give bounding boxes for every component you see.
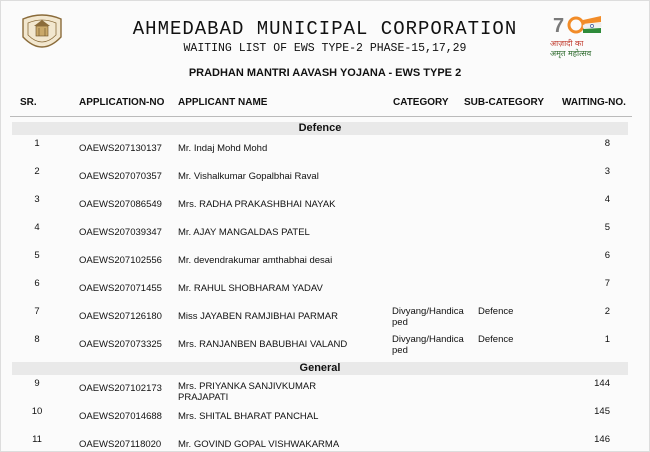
row-waiting-no: 1 (604, 334, 610, 345)
row-waiting-no: 2 (604, 306, 610, 317)
row-sr: 6 (34, 278, 40, 289)
row-sr: 3 (34, 194, 40, 205)
row-sr: 11 (32, 434, 42, 445)
row-sr: 4 (34, 222, 40, 233)
row-applicant-name: Mr. AJAY MANGALDAS PATEL (178, 227, 310, 238)
svg-text:7: 7 (553, 15, 565, 37)
row-sr: 1 (34, 138, 40, 149)
row-waiting-no: 4 (604, 194, 610, 205)
row-applicant-name: Mrs. SHITAL BHARAT PANCHAL (178, 411, 319, 422)
row-sr: 10 (31, 406, 43, 417)
row-sub-category: Defence (478, 306, 514, 317)
row-applicant-name: Mrs. RANJANBEN BABUBHAI VALAND (178, 339, 348, 350)
row-waiting-no: 5 (604, 222, 610, 233)
row-application-no: OAEWS207118020 (79, 439, 162, 450)
list-title: WAITING LIST OF EWS TYPE-2 PHASE-15,17,29 (183, 42, 467, 55)
column-header-sr: SR. (20, 97, 37, 108)
row-applicant-name: Mr. Vishalkumar Gopalbhai Raval (178, 171, 319, 182)
scheme-title: PRADHAN MANTRI AAVASH YOJANA - EWS TYPE 2 (188, 67, 462, 79)
row-waiting-no: 8 (604, 138, 610, 149)
row-application-no: OAEWS207014688 (79, 411, 162, 422)
row-sr: 8 (34, 334, 40, 345)
column-header-sub-category: SUB-CATEGORY (464, 97, 544, 108)
row-application-no: OAEWS207039347 (79, 227, 162, 238)
row-application-no: OAEWS207070357 (79, 171, 162, 182)
row-waiting-no: 146 (594, 434, 610, 445)
row-waiting-no: 3 (604, 166, 610, 177)
svg-text:अमृत महोत्सव: अमृत महोत्सव (550, 49, 592, 58)
row-application-no: OAEWS207102556 (79, 255, 162, 266)
row-applicant-name: Mrs. PRIYANKA SANJIVKUMAR PRAJAPATI (178, 381, 317, 403)
row-applicant-name: Miss JAYABEN RAMJIBHAI PARMAR (178, 311, 338, 322)
svg-text:आज़ादी का: आज़ादी का (550, 39, 584, 48)
row-sr: 2 (34, 166, 40, 177)
row-sr: 9 (34, 378, 40, 389)
section-header: General (12, 362, 628, 375)
row-applicant-name: Mr. devendrakumar amthabhai desai (178, 255, 333, 266)
row-applicant-name: Mr. GOVIND GOPAL VISHWAKARMA (178, 439, 340, 450)
row-sr: 7 (34, 306, 40, 317)
row-sub-category: Defence (478, 334, 514, 345)
row-waiting-no: 144 (594, 378, 610, 389)
header-divider (10, 116, 632, 117)
row-waiting-no: 7 (604, 278, 610, 289)
column-header-category: CATEGORY (393, 97, 449, 108)
row-application-no: OAEWS207086549 (79, 199, 162, 210)
row-applicant-name: Mr. Indaj Mohd Mohd (178, 143, 268, 154)
row-application-no: OAEWS207126180 (79, 311, 162, 322)
row-category: Divyang/Handicaped (392, 306, 464, 328)
row-application-no: OAEWS207102173 (79, 383, 162, 394)
row-applicant-name: Mrs. RADHA PRAKASHBHAI NAYAK (178, 199, 336, 210)
row-application-no: OAEWS207073325 (79, 339, 162, 350)
column-header-waiting-no: WAITING-NO. (562, 97, 626, 108)
row-application-no: OAEWS207071455 (79, 283, 162, 294)
row-waiting-no: 6 (604, 250, 610, 261)
row-applicant-name: Mr. RAHUL SHOBHARAM YADAV (178, 283, 323, 294)
column-header-applicant-name: APPLICANT NAME (178, 97, 268, 108)
row-application-no: OAEWS207130137 (79, 143, 162, 154)
column-header-application-no: APPLICATION-NO (79, 97, 165, 108)
section-header: Defence (12, 122, 628, 135)
row-sr: 5 (34, 250, 40, 261)
organization-title: AHMEDABAD MUNICIPAL CORPORATION (132, 18, 518, 40)
row-category: Divyang/Handicaped (392, 334, 464, 356)
row-waiting-no: 145 (594, 406, 610, 417)
